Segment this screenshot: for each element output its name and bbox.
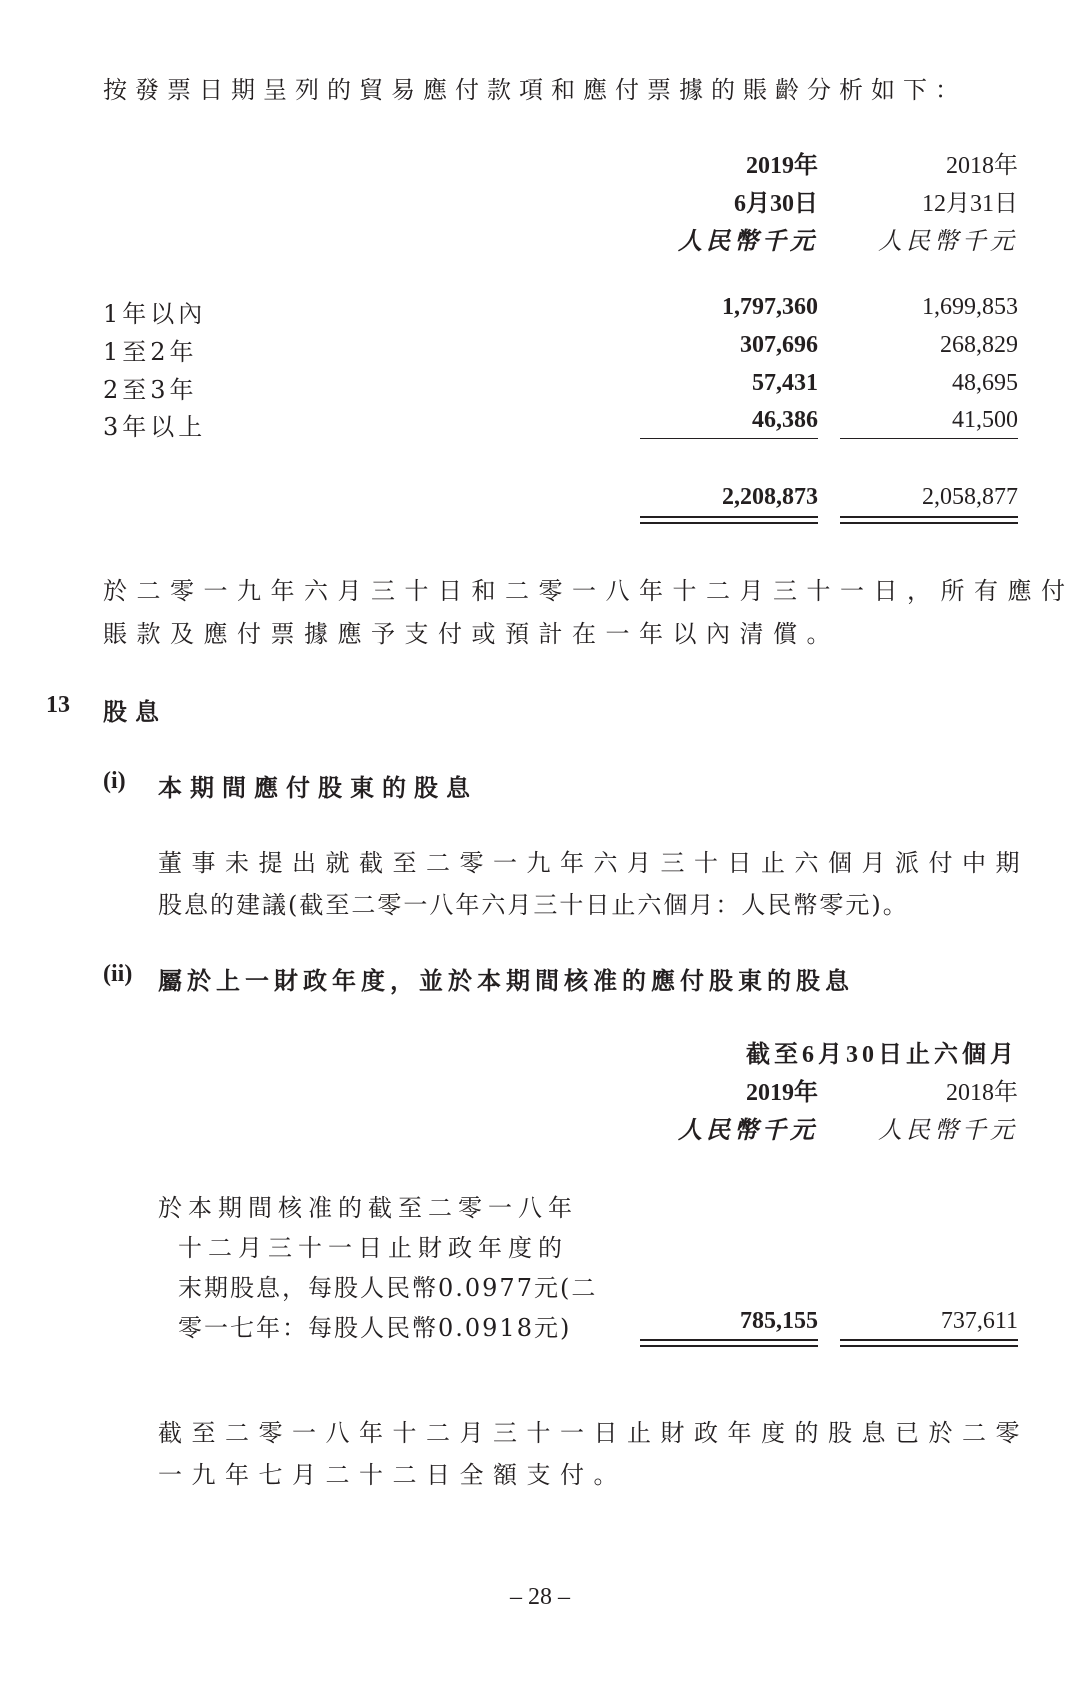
header-2018-year: 2018年 — [946, 153, 1018, 179]
subtotal-rule-2019 — [640, 438, 818, 439]
period-header: 截至6月30日止六個月 — [746, 1042, 1018, 1068]
intro-text: 按發票日期呈列的貿易應付款項和應付票據的賬齡分析如下： — [103, 76, 967, 104]
sub-ii-para-line-2: 一九年七月二十二日全額支付。 — [158, 1461, 627, 1489]
sub-ii-header-2019-unit: 人民幣千元 — [678, 1118, 818, 1144]
subtotal-rule-2018 — [840, 438, 1018, 439]
row-label: 1至2年 — [103, 338, 198, 366]
dividend-value-2018: 737,611 — [940, 1308, 1018, 1334]
header-2018-date: 12月31日 — [922, 191, 1018, 217]
row-value-2019: 1,797,360 — [722, 294, 818, 320]
header-2019-unit: 人民幣千元 — [678, 229, 818, 255]
dividend-double-rule-2018 — [840, 1339, 1018, 1347]
settlement-note-line-2: 賬款及應付票據應予支付或預計在一年以內清償。 — [103, 620, 840, 648]
dividend-label-line-1: 於本期間核准的截至二零一八年 — [158, 1194, 578, 1222]
header-2019-date: 6月30日 — [734, 191, 818, 217]
total-2018: 2,058,877 — [922, 484, 1018, 510]
row-value-2018: 268,829 — [940, 332, 1018, 358]
row-value-2019: 307,696 — [740, 332, 818, 358]
total-double-rule-2018 — [840, 516, 1018, 524]
page-number: – 28 – — [510, 1584, 570, 1610]
row-label: 3年以上 — [103, 413, 207, 441]
row-value-2018: 1,699,853 — [922, 294, 1018, 320]
row-label: 1年以內 — [103, 300, 207, 328]
dividend-value-2019: 785,155 — [740, 1308, 818, 1334]
sub-ii-header-2018-year: 2018年 — [946, 1080, 1018, 1106]
sub-i-para-line-1: 董事未提出就截至二零一九年六月三十日止六個月派付中期 — [158, 849, 1029, 877]
row-value-2019: 46,386 — [752, 407, 818, 433]
sub-i-para-line-2: 股息的建議(截至二零一八年六月三十日止六個月：人民幣零元)。 — [158, 891, 909, 919]
sub-ii-marker: (ii) — [103, 961, 133, 987]
total-double-rule-2019 — [640, 516, 818, 524]
dividend-double-rule-2019 — [640, 1339, 818, 1347]
sub-ii-header-2019-year: 2019年 — [746, 1080, 818, 1106]
row-value-2019: 57,431 — [752, 370, 818, 396]
dividend-label-line-2: 十二月三十一日止財政年度的 — [178, 1234, 568, 1262]
sub-ii-header-2018-unit: 人民幣千元 — [878, 1118, 1018, 1144]
sub-i-marker: (i) — [103, 768, 126, 794]
row-value-2018: 48,695 — [952, 370, 1018, 396]
settlement-note-line-1: 於二零一九年六月三十日和二零一八年十二月三十一日，所有應付 — [103, 577, 1075, 605]
row-value-2018: 41,500 — [952, 407, 1018, 433]
section-number: 13 — [46, 692, 70, 718]
sub-i-title: 本期間應付股東的股息 — [158, 773, 478, 802]
dividend-label-line-4: 零一七年：每股人民幣0.0918元) — [178, 1314, 572, 1342]
sub-ii-para-line-1: 截至二零一八年十二月三十一日止財政年度的股息已於二零 — [158, 1419, 1029, 1447]
sub-ii-title: 屬於上一財政年度，並於本期間核准的應付股東的股息 — [158, 966, 854, 995]
dividend-label-line-3: 末期股息，每股人民幣0.0977元(二 — [178, 1274, 598, 1302]
row-label: 2至3年 — [103, 376, 198, 404]
section-title: 股息 — [103, 697, 167, 726]
total-2019: 2,208,873 — [722, 484, 818, 510]
header-2019-year: 2019年 — [746, 153, 818, 179]
header-2018-unit: 人民幣千元 — [878, 229, 1018, 255]
